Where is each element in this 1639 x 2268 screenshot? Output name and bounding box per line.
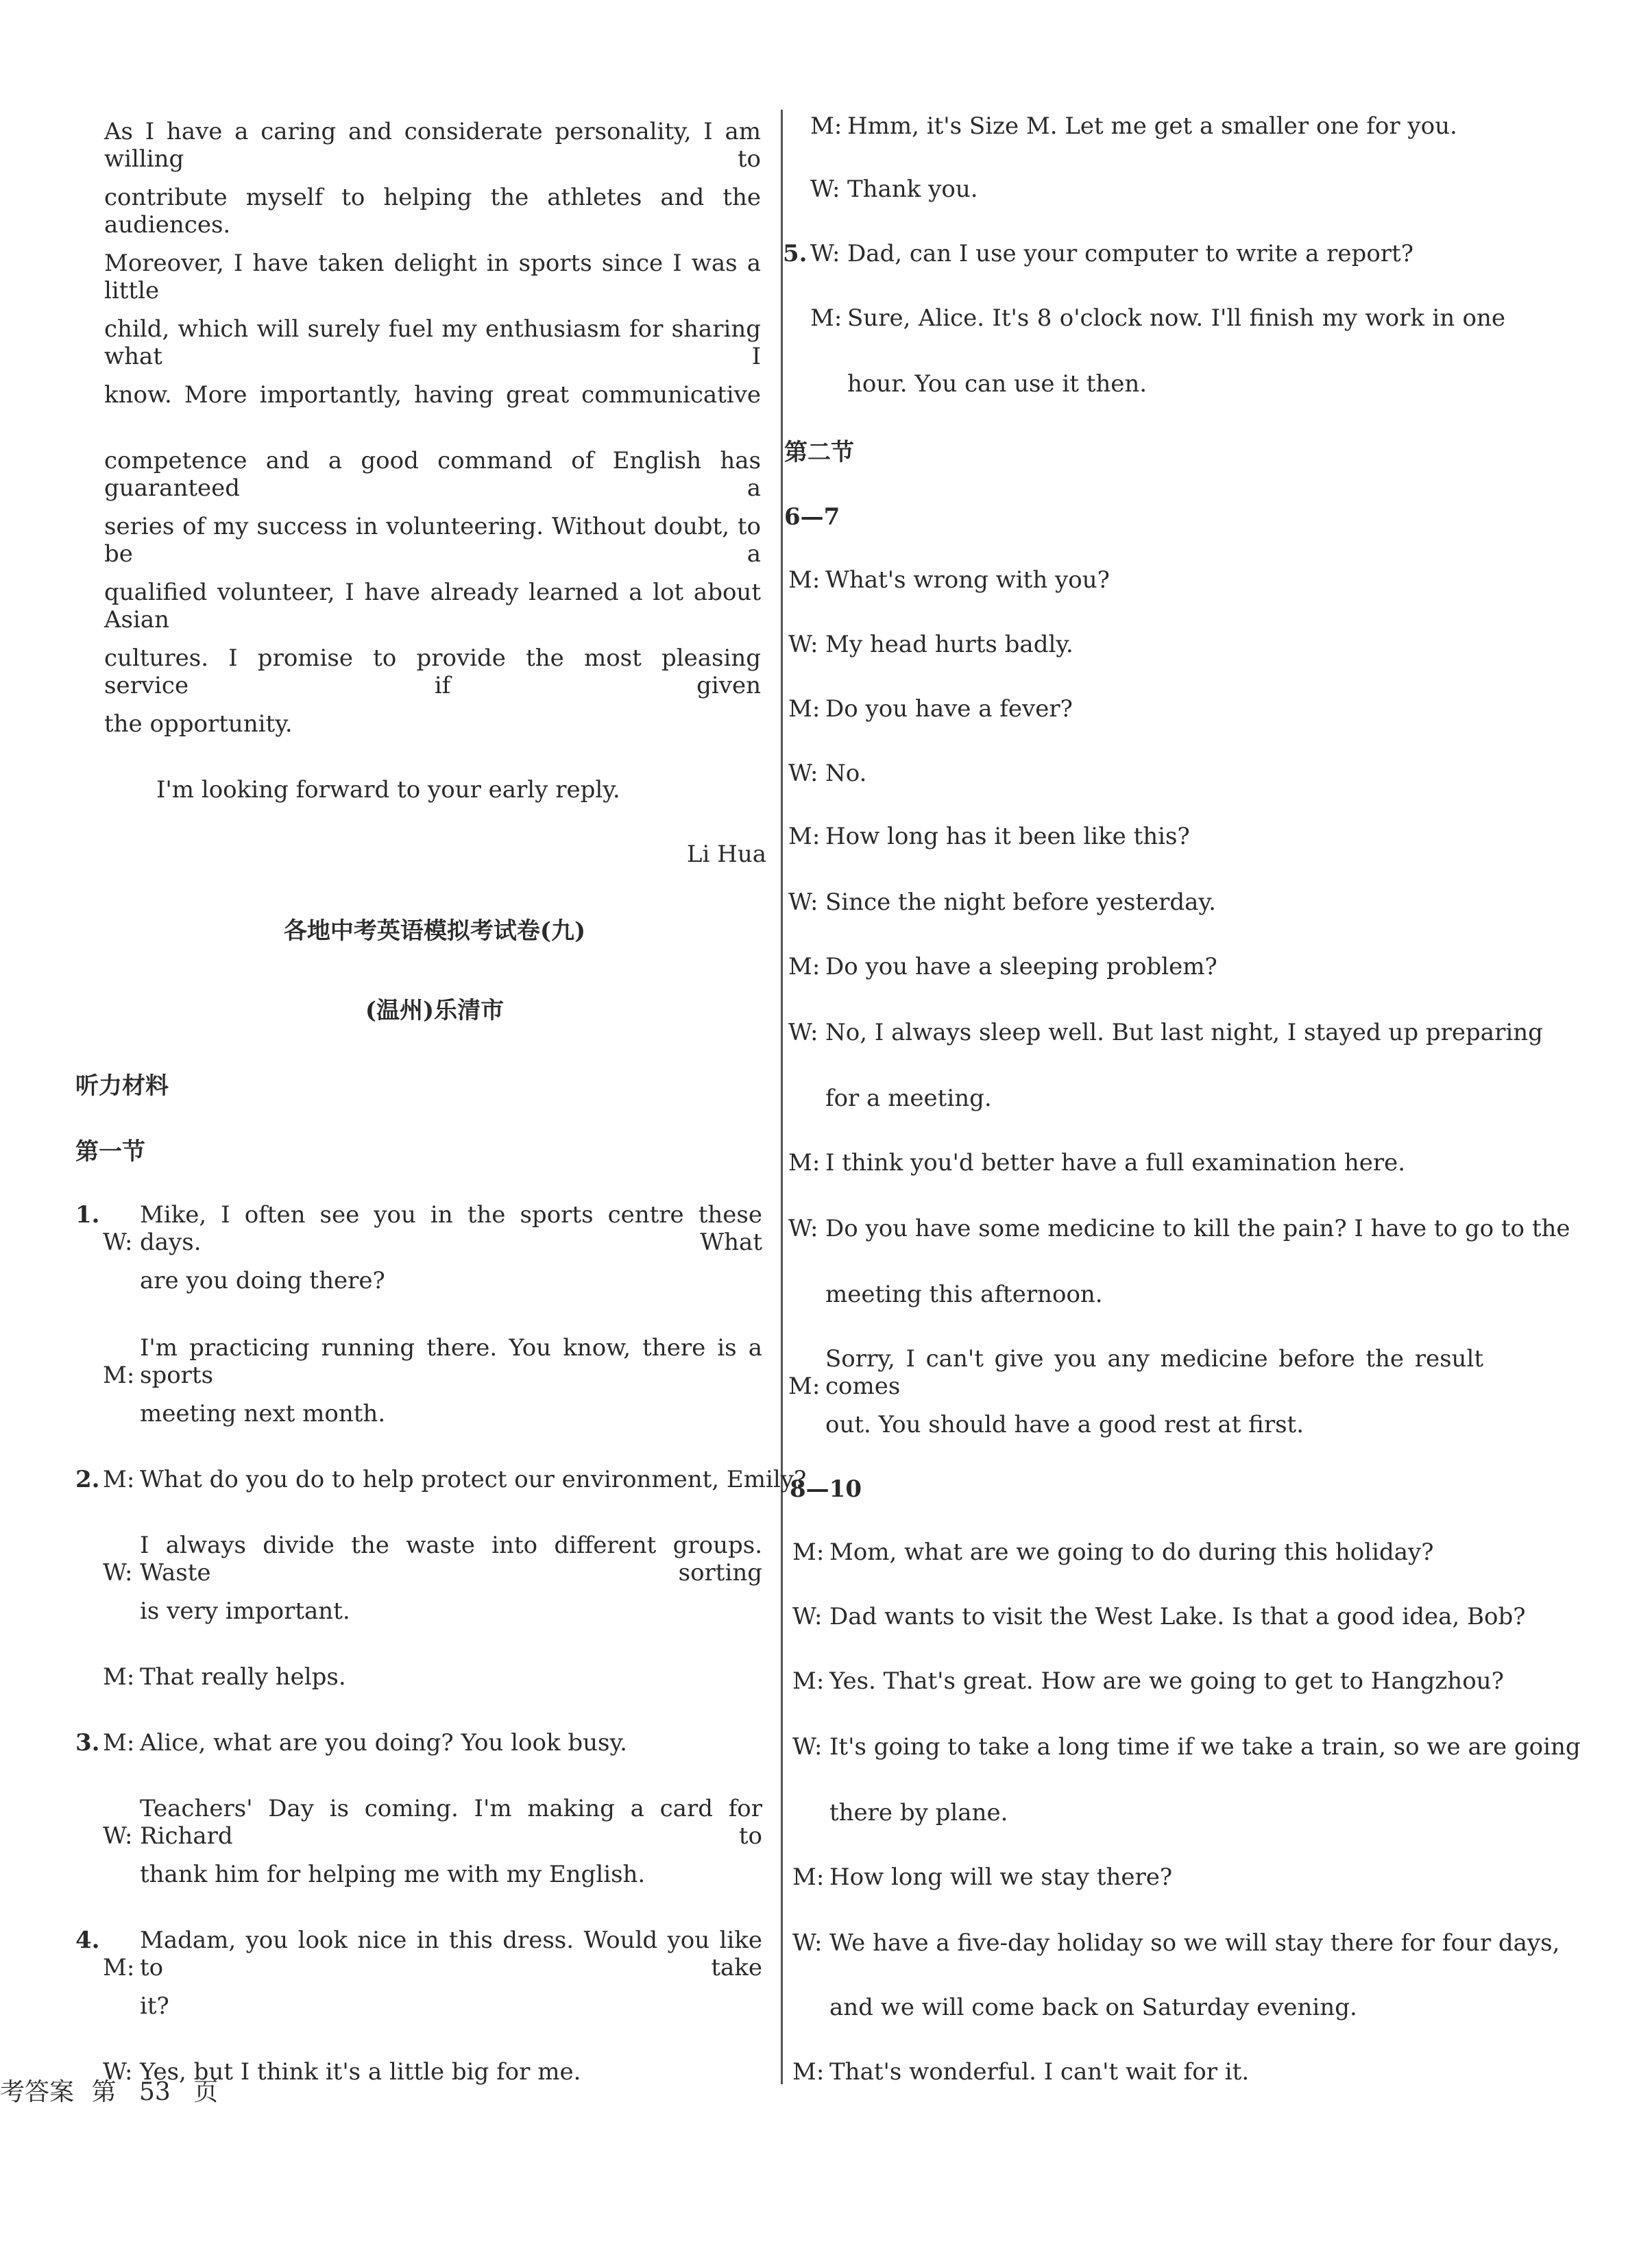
dialogue-line: [140, 1861, 645, 1888]
column-divider: [781, 110, 783, 2084]
footer-label: 考答案: [0, 2078, 75, 2106]
letter-line: cultures. I promise to provide the most pleasing service if given: [104, 644, 761, 699]
question-number: 5.: [783, 240, 808, 267]
question-number: 4.: [75, 1927, 100, 1954]
speaker-label: M:: [103, 1729, 135, 1757]
letter-line: series of my success in volunteering. Without doubt, to be a: [104, 513, 761, 568]
dialogue-text: Yes, but I think it's a little big for me.: [140, 2058, 581, 2086]
dialogue-line: [75, 1927, 762, 1981]
dialogue-continuation: hour. You can use it then.: [847, 370, 1148, 398]
speaker-label: W:: [810, 176, 840, 203]
speaker-label: W:: [792, 1603, 823, 1630]
letter-line: child, which will surely fuel my enthusiasm for sharing what I: [104, 315, 761, 370]
dialogue-text: We have a five-day holiday so we will stay there for four days,: [829, 1929, 1560, 1957]
letter-closing: I'm looking forward to your early reply.: [156, 776, 620, 804]
exam-title: 各地中考英语模拟考试卷(九): [283, 917, 586, 945]
dialogue-text: It's going to take a long time if we take a train, so we are going: [829, 1733, 1581, 1761]
speaker-label: M:: [792, 1539, 825, 1566]
dialogue-line: [829, 1994, 1357, 2021]
exam-subtitle: (温州)乐清市: [365, 997, 505, 1024]
letter-line: the opportunity.: [104, 710, 293, 738]
speaker-label: W:: [788, 889, 818, 916]
dialogue-line: [788, 760, 866, 787]
dialogue-text: Teachers' Day is coming. I'm making a card for Richard to: [140, 1795, 762, 1850]
speaker-label: W:: [788, 631, 818, 658]
footer-page-prefix: 第: [91, 2078, 117, 2106]
speaker-label: W:: [788, 1019, 818, 1046]
part-heading: 第一节: [75, 1138, 145, 1166]
dialogue-continuation: meeting this afternoon.: [825, 1281, 1103, 1308]
speaker-label: M:: [788, 695, 821, 723]
dialogue-text: No.: [825, 760, 867, 787]
dialogue-line: [825, 1411, 1304, 1438]
speaker-label: M:: [792, 1863, 825, 1891]
dialogue-line: [140, 1400, 385, 1427]
dialogue-line: [792, 1603, 1525, 1630]
page-footer: [0, 2079, 218, 2106]
letter-line: As I have a caring and considerate personality, I am willing to: [104, 118, 761, 173]
dialogue-line: [75, 1729, 627, 1757]
dialogue-text: I'm practicing running there. You know, there is a sports: [140, 1334, 762, 1389]
speaker-label: W:: [792, 1929, 823, 1957]
dialogue-continuation: it?: [140, 1992, 169, 2020]
group-label: 6—7: [784, 503, 840, 531]
letter-line: qualified volunteer, I have already learned a lot about Asian: [104, 579, 761, 634]
dialogue-line: [829, 1799, 1008, 1826]
letter-line: know. More importantly, having great communicative: [104, 381, 761, 409]
section-heading: 听力材料: [75, 1072, 169, 1100]
dialogue-text: No, I always sleep well. But last night, I stayed up preparing: [825, 1019, 1543, 1046]
dialogue-line: [788, 631, 1073, 658]
dialogue-line: [140, 1992, 169, 2020]
dialogue-line: [140, 1267, 385, 1294]
speaker-label: W:: [810, 240, 840, 267]
dialogue-line: [810, 176, 978, 203]
question-number: 1.: [75, 1201, 100, 1229]
dialogue-text: Do you have a sleeping problem?: [825, 953, 1217, 980]
dialogue-continuation: is very important.: [140, 1597, 350, 1625]
speaker-label: M:: [792, 2058, 825, 2086]
speaker-label: W:: [103, 1559, 133, 1587]
dialogue-text: Yes. That's great. How are we going to get to Hangzhou?: [829, 1667, 1504, 1695]
dialogue-text: Hmm, it's Size M. Let me get a smaller one for you.: [847, 112, 1457, 140]
speaker-label: W:: [103, 2058, 133, 2086]
dialogue-text: Mike, I often see you in the sports centre these days. What: [140, 1201, 762, 1256]
dialogue-text: How long will we stay there?: [829, 1863, 1173, 1891]
part-heading: 第二节: [784, 439, 854, 466]
letter-line: contribute myself to helping the athletes and the audiences.: [104, 184, 761, 239]
dialogue-text: Sorry, I can't give you any medicine before the result comes: [825, 1345, 1483, 1400]
speaker-label: M:: [788, 566, 821, 594]
dialogue-line: [825, 1085, 992, 1112]
dialogue-line: [788, 695, 1073, 723]
dialogue-line: [103, 1663, 346, 1691]
footer-page-suffix: 页: [193, 2078, 219, 2106]
dialogue-text: How long has it been like this?: [825, 823, 1190, 850]
speaker-label: W:: [788, 760, 818, 787]
speaker-label: M:: [810, 304, 842, 332]
dialogue-continuation: and we will come back on Saturday evening.: [829, 1994, 1357, 2021]
dialogue-line: [810, 112, 1457, 140]
dialogue-line: [792, 2058, 1249, 2086]
dialogue-line: [847, 370, 1147, 398]
dialogue-text: What's wrong with you?: [825, 566, 1110, 594]
dialogue-continuation: for a meeting.: [825, 1085, 992, 1112]
dialogue-continuation: out. You should have a good rest at first.: [825, 1411, 1304, 1438]
letter-line: competence and a good command of English has guaranteed a: [104, 447, 761, 502]
dialogue-text: That's wonderful. I can't wait for it.: [829, 2058, 1250, 2086]
dialogue-text: Mom, what are we going to do during this holiday?: [829, 1539, 1434, 1566]
dialogue-line: [792, 1929, 1559, 1957]
question-number: 3.: [75, 1729, 100, 1757]
dialogue-line: [140, 1597, 350, 1625]
dialogue-text: Dad wants to visit the West Lake. Is that a good idea, Bob?: [829, 1603, 1526, 1630]
dialogue-line: [788, 1149, 1405, 1177]
dialogue-line: [103, 1532, 762, 1587]
dialogue-line: [75, 1201, 762, 1256]
dialogue-text: Since the night before yesterday.: [825, 889, 1216, 916]
question-number: 2.: [75, 1466, 100, 1493]
dialogue-text: I always divide the waste into different groups. Waste sorting: [140, 1532, 762, 1587]
dialogue-line: [788, 1215, 1570, 1242]
group-label: 8—10: [790, 1475, 862, 1503]
dialogue-line: [788, 1345, 1483, 1400]
speaker-label: M:: [792, 1667, 825, 1695]
dialogue-text: What do you do to help protect our environment, Emily?: [140, 1466, 807, 1493]
dialogue-continuation: there by plane.: [829, 1799, 1008, 1826]
dialogue-continuation: thank him for helping me with my English.: [140, 1861, 646, 1888]
dialogue-continuation: meeting next month.: [140, 1400, 386, 1427]
dialogue-text: Do you have a fever?: [825, 695, 1073, 723]
speaker-label: M:: [788, 1373, 821, 1400]
dialogue-line: [792, 1667, 1504, 1695]
speaker-label: M:: [103, 1663, 135, 1691]
speaker-label: M:: [788, 953, 821, 980]
speaker-label: M:: [103, 1954, 135, 1981]
dialogue-line: [783, 240, 1413, 267]
dialogue-line: [103, 1795, 762, 1850]
dialogue-text: I think you'd better have a full examination here.: [825, 1149, 1406, 1177]
dialogue-line: [103, 1334, 762, 1389]
footer-page-number: 53: [138, 2078, 171, 2106]
dialogue-text: Sure, Alice. It's 8 o'clock now. I'll finish my work in one: [847, 304, 1505, 332]
dialogue-text: That really helps.: [140, 1663, 346, 1691]
letter-line: Moreover, I have taken delight in sports since I was a little: [104, 250, 761, 304]
dialogue-line: [792, 1863, 1172, 1891]
speaker-label: M:: [103, 1362, 135, 1389]
speaker-label: M:: [788, 823, 821, 850]
dialogue-line: [788, 953, 1217, 980]
letter-signature: Li Hua: [686, 841, 766, 868]
speaker-label: M:: [788, 1149, 821, 1177]
dialogue-text: Alice, what are you doing? You look busy.: [140, 1729, 627, 1757]
dialogue-text: Madam, you look nice in this dress. Would you like to take: [140, 1927, 762, 1981]
dialogue-line: [788, 823, 1190, 850]
dialogue-line: [792, 1539, 1433, 1566]
dialogue-text: Dad, can I use your computer to write a report?: [847, 240, 1413, 267]
dialogue-text: Do you have some medicine to kill the pain? I have to go to the: [825, 1215, 1570, 1242]
dialogue-line: [75, 1466, 807, 1493]
dialogue-line: [810, 304, 1505, 332]
dialogue-text: My head hurts badly.: [825, 631, 1073, 658]
dialogue-line: [825, 1281, 1103, 1308]
speaker-label: W:: [788, 1215, 818, 1242]
dialogue-line: [788, 566, 1110, 594]
speaker-label: W:: [103, 1229, 133, 1256]
dialogue-line: [792, 1733, 1581, 1761]
speaker-label: M:: [810, 112, 842, 140]
dialogue-line: [788, 1019, 1543, 1046]
speaker-label: W:: [792, 1733, 823, 1761]
dialogue-continuation: are you doing there?: [140, 1267, 385, 1294]
speaker-label: M:: [103, 1466, 135, 1493]
dialogue-line: [788, 889, 1216, 916]
dialogue-text: Thank you.: [847, 176, 978, 203]
speaker-label: W:: [103, 1822, 133, 1850]
